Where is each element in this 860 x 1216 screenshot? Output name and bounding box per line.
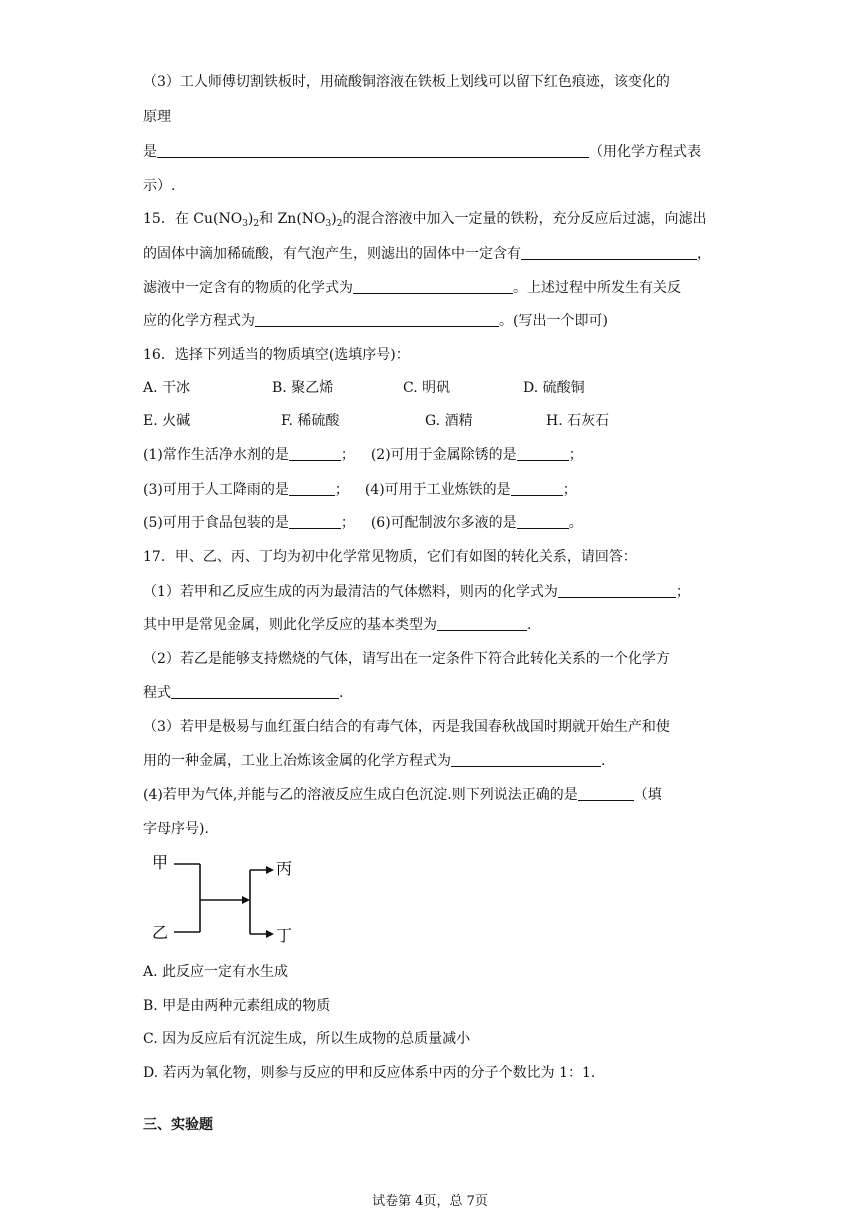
q17-title: 17．甲、乙、丙、丁均为初中化学常见物质，它们有如图的转化关系，请回答：	[143, 549, 637, 565]
q17-part3-line2	[143, 751, 605, 771]
q15-line2	[143, 244, 711, 264]
answer-blank[interactable]	[171, 684, 339, 699]
q15-text: 。(写出一个即可)	[499, 313, 608, 329]
diagram-label-bing: 丙	[276, 859, 293, 878]
q16-text: ；	[340, 515, 355, 531]
answer-blank[interactable]	[255, 312, 499, 327]
answer-blank[interactable]	[558, 583, 676, 598]
q15-line4	[143, 311, 608, 331]
arrowhead-bing	[266, 866, 274, 874]
q16-option-f: F. 稀硫酸	[281, 413, 340, 429]
answer-blank[interactable]	[289, 514, 341, 529]
q17-text: .	[601, 753, 606, 769]
q16-option-a: A. 干冰	[143, 380, 191, 396]
q14-3-line1: （3）工人师傅切割铁板时，用硫酸铜溶液在铁板上划线可以留下红色痕迹，该变化的	[143, 74, 670, 90]
q17-part3-line1: （3）若甲是极易与血红蛋白结合的有毒气体，丙是我国春秋战国时期就开始生产和使	[143, 719, 670, 735]
q17-text: 用的一种金属，工业上冶炼该金属的化学方程式为	[143, 753, 451, 769]
subscript: 2	[336, 219, 343, 229]
q16-text: 。	[568, 515, 583, 531]
q16-row1	[143, 445, 583, 465]
q16-text: ；	[334, 482, 349, 498]
diagram-label-jia: 甲	[152, 853, 169, 872]
q17-text: ；	[675, 584, 690, 600]
q16-title: 16．选择下列适当的物质填空(选填序号)：	[143, 347, 410, 363]
diagram-label-ding: 丁	[276, 926, 293, 945]
q16-text: (3)可用于人工降雨的是	[143, 482, 289, 498]
subscript: 3	[242, 219, 248, 229]
q16-text: ；	[568, 447, 583, 463]
q16-text: (6)可配制波尔多液的是	[370, 515, 517, 531]
conversion-diagram	[150, 850, 310, 946]
q16-row3	[143, 513, 583, 533]
q14-3-line3	[143, 142, 701, 162]
q15-text: )	[331, 211, 337, 227]
q15-text: 滤液中一定含有的物质的化学式为	[143, 280, 353, 296]
q15-text: ，	[697, 246, 711, 262]
q14-3-line4: 示）.	[143, 178, 176, 194]
q17-part1-line1	[143, 582, 690, 602]
q17-choice-d: D. 若丙为氧化物，则参与反应的甲和反应体系中丙的分子个数比为 1：1.	[143, 1065, 596, 1081]
q15-text: )	[247, 211, 254, 227]
subscript: 2	[253, 219, 260, 229]
q17-text: （填	[633, 787, 662, 803]
q16-option-h: H. 石灰石	[546, 413, 610, 429]
q17-part1-line2	[143, 615, 531, 635]
q16-text: (2)可用于金属除锈的是	[370, 447, 517, 463]
answer-blank[interactable]	[289, 481, 335, 496]
q16-text: ；	[562, 482, 577, 498]
q16-row2	[143, 480, 577, 500]
section-heading-experiment: 三、实验题	[143, 1117, 213, 1133]
q15-line3	[143, 278, 681, 298]
q15-text: 。上述过程中所发生有关反	[513, 280, 681, 296]
q16-option-e: E. 火碱	[143, 413, 191, 429]
answer-blank[interactable]	[521, 245, 697, 260]
q16-text: (1)常作生活净水剂的是	[143, 447, 289, 463]
q15-text: 的固体中滴加稀硫酸，有气泡产生，则滤出的固体中一定含有	[143, 246, 521, 262]
q16-option-b: B. 聚乙烯	[272, 380, 334, 396]
q15-text: 的混合溶液中加入一定量的铁粉，充分反应后过滤，向滤出	[342, 211, 707, 227]
answer-blank[interactable]	[157, 143, 589, 158]
q17-part2-line1: （2）若乙是能够支持燃烧的气体，请写出在一定条件下符合此转化关系的一个化学方	[143, 651, 670, 667]
arrowhead-main	[242, 896, 250, 904]
q16-option-c: C. 明矾	[403, 380, 451, 396]
answer-blank[interactable]	[289, 446, 341, 461]
q16-option-g: G. 酒精	[425, 413, 473, 429]
q17-part2-line2	[143, 683, 343, 703]
q15-line1	[143, 209, 706, 234]
q14-3-prefix: 是	[143, 144, 157, 160]
q17-text: .	[339, 685, 344, 701]
q14-3-line2: 原理	[143, 109, 171, 125]
answer-blank[interactable]	[451, 752, 601, 767]
q17-choice-c: C. 因为反应后有沉淀生成，所以生成物的总质量减小	[143, 1031, 471, 1047]
q17-choice-a: A. 此反应一定有水生成	[143, 964, 289, 980]
q16-text: (5)可用于食品包装的是	[143, 515, 289, 531]
q17-text: 程式	[143, 685, 171, 701]
q17-text: (4)若甲为气体,并能与乙的溶液反应生成白色沉淀.则下列说法正确的是	[143, 787, 578, 803]
q17-choice-b: B. 甲是由两种元素组成的物质	[143, 998, 331, 1014]
q16-text: (4)可用于工业炼铁的是	[364, 482, 511, 498]
answer-blank[interactable]	[511, 481, 563, 496]
q17-part4-line1	[143, 785, 662, 805]
answer-blank[interactable]	[517, 446, 569, 461]
q15-text: 15．在 Cu(NO	[143, 211, 243, 227]
q17-part4-line2: 字母序号).	[143, 821, 209, 837]
answer-blank[interactable]	[353, 279, 513, 294]
page-footer: 试卷第 4页，总 7页	[372, 1194, 488, 1209]
q15-text: 应的化学方程式为	[143, 313, 255, 329]
q14-3-suffix: （用化学方程式表	[589, 144, 701, 160]
q16-text: ；	[340, 447, 355, 463]
answer-blank[interactable]	[578, 786, 634, 801]
diagram-label-yi: 乙	[152, 923, 169, 942]
arrowhead-ding	[266, 930, 274, 938]
answer-blank[interactable]	[517, 514, 569, 529]
q15-text: 和 Zn(NO	[259, 211, 326, 227]
answer-blank[interactable]	[437, 616, 527, 631]
q16-option-d: D. 硫酸铜	[523, 380, 585, 396]
q17-text: （1）若甲和乙反应生成的丙为最清洁的气体燃料，则丙的化学式为	[143, 584, 558, 600]
subscript: 3	[325, 219, 332, 229]
q17-text: 其中甲是常见金属，则此化学反应的基本类型为	[143, 617, 437, 633]
q17-text: .	[527, 617, 532, 633]
